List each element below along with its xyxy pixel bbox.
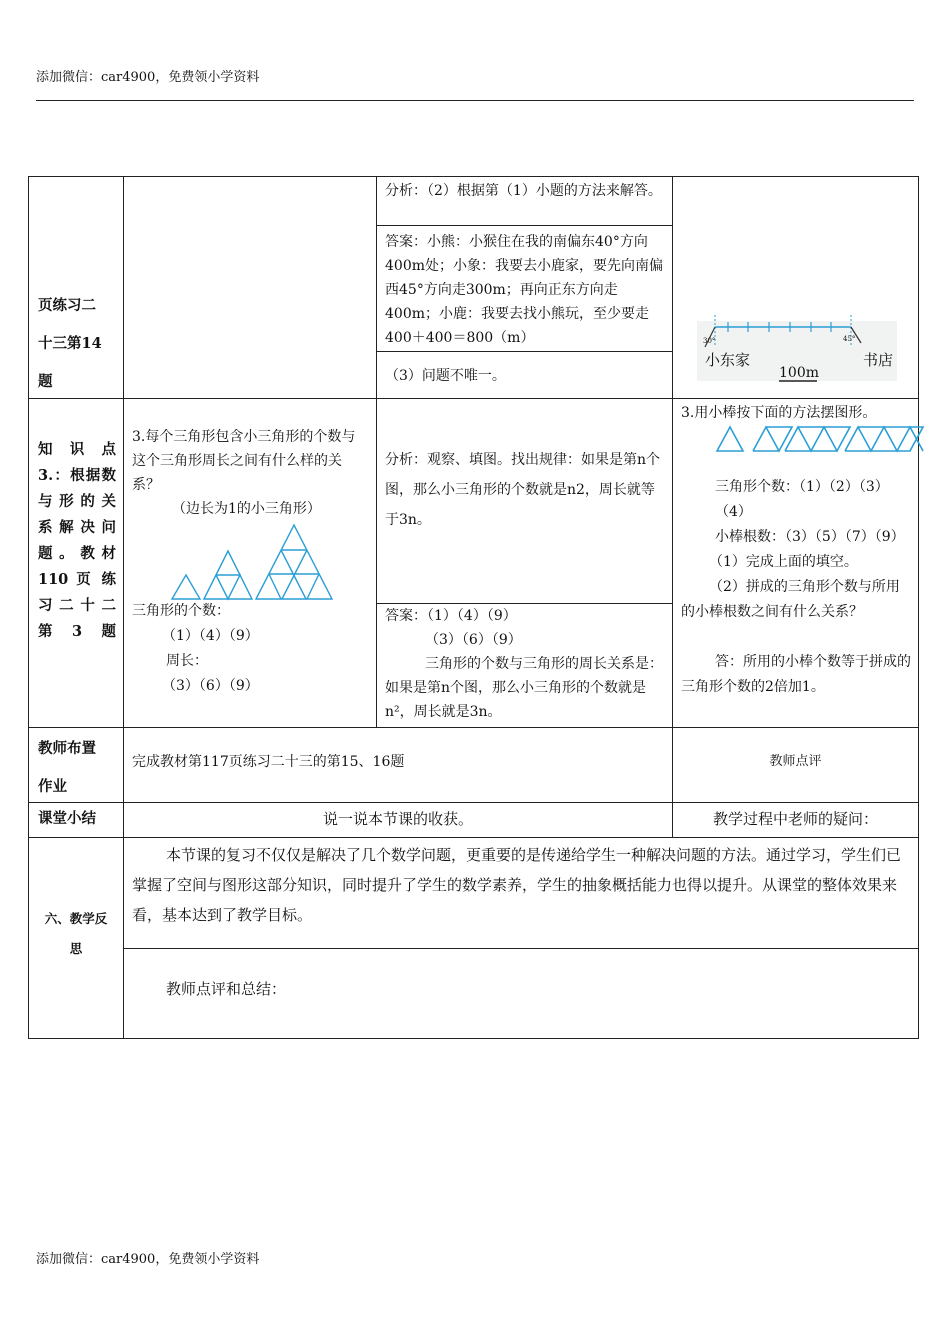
map-left-place: 小东家 xyxy=(705,351,751,369)
s2-perimeter-label: 周长： xyxy=(166,653,208,669)
reflection-label-line: 六、教学反 xyxy=(44,911,108,926)
header-text: 添加微信：car4900，免费领小学资料 xyxy=(36,70,260,85)
s1-label-line: 页练习二 xyxy=(38,297,96,314)
homework-review: 教师点评 xyxy=(769,754,822,769)
s2-analysis: 分析：观察、填图。找出规律：如果是第n个图，那么小三角形的个数就是n2，周长就等于3n。 xyxy=(385,452,661,528)
s2-analysis-cell xyxy=(376,398,673,604)
homework-label-cell xyxy=(28,727,124,803)
s1-label-line: 题 xyxy=(38,373,53,390)
homework-review-cell xyxy=(672,727,919,803)
s2-ex-sticks-label: 小棒根数： xyxy=(715,529,785,545)
stick-figures xyxy=(715,425,915,455)
s2-ex-count xyxy=(681,475,911,525)
reflection-text-cell xyxy=(123,837,919,949)
s1-empty-cell xyxy=(123,176,377,399)
s2-ex-sticks xyxy=(681,525,911,550)
footer-text: 添加微信：car4900，免费领小学资料 xyxy=(36,1252,260,1267)
reflection-label-line: 思 xyxy=(69,941,83,956)
triangle-fig-2-inner xyxy=(216,575,240,599)
summary-label-cell xyxy=(28,802,124,838)
s1-note-cell xyxy=(376,351,673,399)
triangle-figures xyxy=(166,523,366,603)
s2-ex-q1: （1）完成上面的填空。 xyxy=(709,554,858,570)
s2-answer-text: 三角形的个数与三角形的周长关系是：如果是第n个图，那么小三角形的个数就是n²，周长就是3n。 xyxy=(385,656,663,720)
triangle-fig-1 xyxy=(172,575,200,599)
s2-label-line: 3.：根据数 xyxy=(38,467,116,484)
homework-text: 完成教材第117页练习二十三的第15、16题 xyxy=(132,754,405,770)
map-scale-text: 100m xyxy=(779,365,819,381)
summary-label: 课堂小结 xyxy=(38,810,96,827)
s2-label-line: 题。教材 xyxy=(38,545,116,562)
stick-fig-4 xyxy=(845,427,923,451)
s2-answer-cell xyxy=(376,603,673,728)
s1-analysis: 分析：（2）根据第（1）小题的方法来解答。 xyxy=(385,183,662,199)
s1-map-cell xyxy=(672,176,919,399)
s2-question-note: （边长为1的小三角形） xyxy=(172,501,321,517)
homework-label-line: 作业 xyxy=(38,778,67,795)
stick-fig-3 xyxy=(785,427,850,451)
header-divider xyxy=(36,100,914,101)
triangle-fig-3 xyxy=(256,525,332,599)
homework-text-cell xyxy=(123,727,673,803)
s2-count-values: （1）（4）（9） xyxy=(162,628,259,644)
s2-label-line: 习 二 十 二 xyxy=(38,597,116,614)
s2-question: 3.每个三角形包含小三角形的个数与这个三角形周长之间有什么样的关系？ xyxy=(132,429,356,493)
s2-exercise-title: 3.用小棒按下面的方法摆图形。 xyxy=(681,405,877,421)
s1-answer: 答案：小熊：小猴住在我的南偏东40°方向400m处；小象：我要去小鹿家，要先向南偏西45°方向走300m；再向正东方向走400m；小鹿：我要去找小熊玩，至少要走400＋400＝800（m） xyxy=(385,234,663,346)
s2-label-line: 110 页 练 xyxy=(38,571,116,588)
summary-question-cell xyxy=(672,802,919,838)
triangle-fig-3-inner-f xyxy=(307,574,319,599)
reflection-comment-cell xyxy=(123,948,919,1039)
s2-label-cell xyxy=(28,398,124,728)
summary-text: 说一说本节课的收获。 xyxy=(322,810,473,828)
map-left-angle: 30° xyxy=(703,337,716,345)
triangle-fig-3-inner-e xyxy=(269,574,281,599)
s2-question-cell xyxy=(123,398,377,728)
map-right-angle: 45° xyxy=(843,335,856,343)
map-right-place: 书店 xyxy=(863,351,894,369)
s2-ex-q2: （2）拼成的三角形个数与所用的小棒根数之间有什么关系？ xyxy=(681,579,900,620)
s2-exercise-cell xyxy=(672,398,919,728)
s2-ex-sticks-values: （3）（5）（7）（9） xyxy=(785,529,905,545)
s2-label-line: 与 形 的 关 xyxy=(38,493,116,510)
s2-label-line: 第3题 xyxy=(38,623,116,640)
reflection-label-cell xyxy=(28,837,124,1039)
s2-perimeter-values: （3）（6）（9） xyxy=(162,678,259,694)
summary-text-cell xyxy=(123,802,673,838)
s2-answer-line1: 答案：（1）（4）（9） xyxy=(385,608,517,624)
s2-count-label: 三角形的个数： xyxy=(132,603,230,619)
s1-label-cell xyxy=(28,176,124,399)
s2-ex-count-label: 三角形个数： xyxy=(715,479,799,495)
homework-label-line: 教师布置 xyxy=(38,740,96,757)
s2-label-line: 系 解 决 问 xyxy=(38,519,116,536)
s1-note: （3）问题不唯一。 xyxy=(385,368,506,384)
s2-answer-line2: （3）（6）（9） xyxy=(425,632,522,648)
s2-ex-answer: 答：所用的小棒个数等于拼成的三角形个数的2倍加1。 xyxy=(681,654,911,695)
s1-answer-cell xyxy=(376,225,673,352)
s1-analysis-cell xyxy=(376,176,673,226)
reflection-comment: 教师点评和总结： xyxy=(166,980,287,998)
summary-question: 教学过程中老师的疑问： xyxy=(712,810,878,828)
reflection-text: 本节课的复习不仅仅是解决了几个数学问题，更重要的是传递给学生一种解决问题的方法。通过学习，学生们已掌握了空间与图形这部分知识，同时提升了学生的数学素养，学生的抽象概括能力也得以提升。从课堂的整体效果来看，基本达到了教学目标。 xyxy=(132,846,902,924)
s2-ex-count-values: （1）（2）（3）（4） xyxy=(715,479,889,520)
s2-label-line: 知 识 点 xyxy=(38,441,116,458)
s1-label-line: 十三第14 xyxy=(38,335,102,352)
stick-fig-1 xyxy=(717,427,743,451)
